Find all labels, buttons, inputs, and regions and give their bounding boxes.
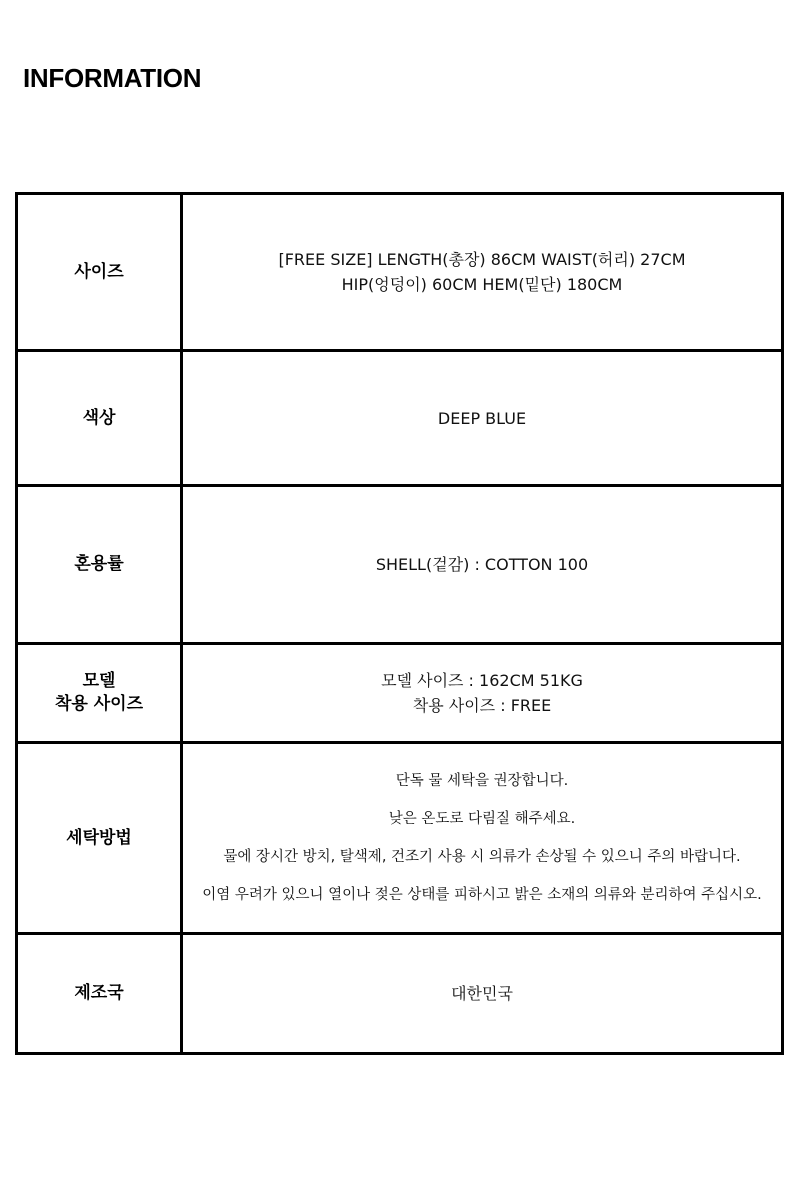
model-size-value [182,644,783,743]
model-size-value-line: 착용 사이즈 : FREE [412,696,552,715]
wash-row [17,743,783,934]
material-value: SHELL(겉감) : COTTON 100 [182,486,783,644]
color-row [17,351,783,486]
origin-row [17,934,783,1054]
wash-instruction: 낮은 온도로 다림질 해주세요. [388,811,576,827]
origin-value: 대한민국 [182,934,783,1054]
material-label: 혼용률 [17,486,182,644]
model-size-label [17,644,182,743]
size-label: 사이즈 [17,194,182,351]
size-value-line: [FREE SIZE] LENGTH(총장) 86CM WAIST(허리) 27CM [278,250,686,269]
wash-instruction: 물에 장시간 방치, 탈색제, 건조기 사용 시 의류가 손상될 수 있으니 주의 바랍니다. [223,849,741,865]
wash-instruction: 단독 물 세탁을 권장합니다. [395,773,569,789]
color-label: 색상 [17,351,182,486]
page-title: INFORMATION [23,63,202,93]
material-row [17,486,783,644]
size-value [182,194,783,351]
model-size-label-line: 모델 [82,671,116,691]
model-size-value-line: 모델 사이즈 : 162CM 51KG [381,671,583,690]
size-row [17,194,783,351]
color-value: DEEP BLUE [182,351,783,486]
wash-label: 세탁방법 [17,743,182,934]
wash-instruction: 이염 우려가 있으니 열이나 젖은 상태를 피하시고 밝은 소재의 의류와 분리하여 주십시오. [202,887,762,903]
wash-value [182,743,783,934]
model-size-label-line: 착용 사이즈 [54,694,144,714]
origin-label: 제조국 [17,934,182,1054]
product-info-table [15,192,784,1055]
model-size-row [17,644,783,743]
size-value-line: HIP(엉덩이) 60CM HEM(밑단) 180CM [341,275,623,294]
